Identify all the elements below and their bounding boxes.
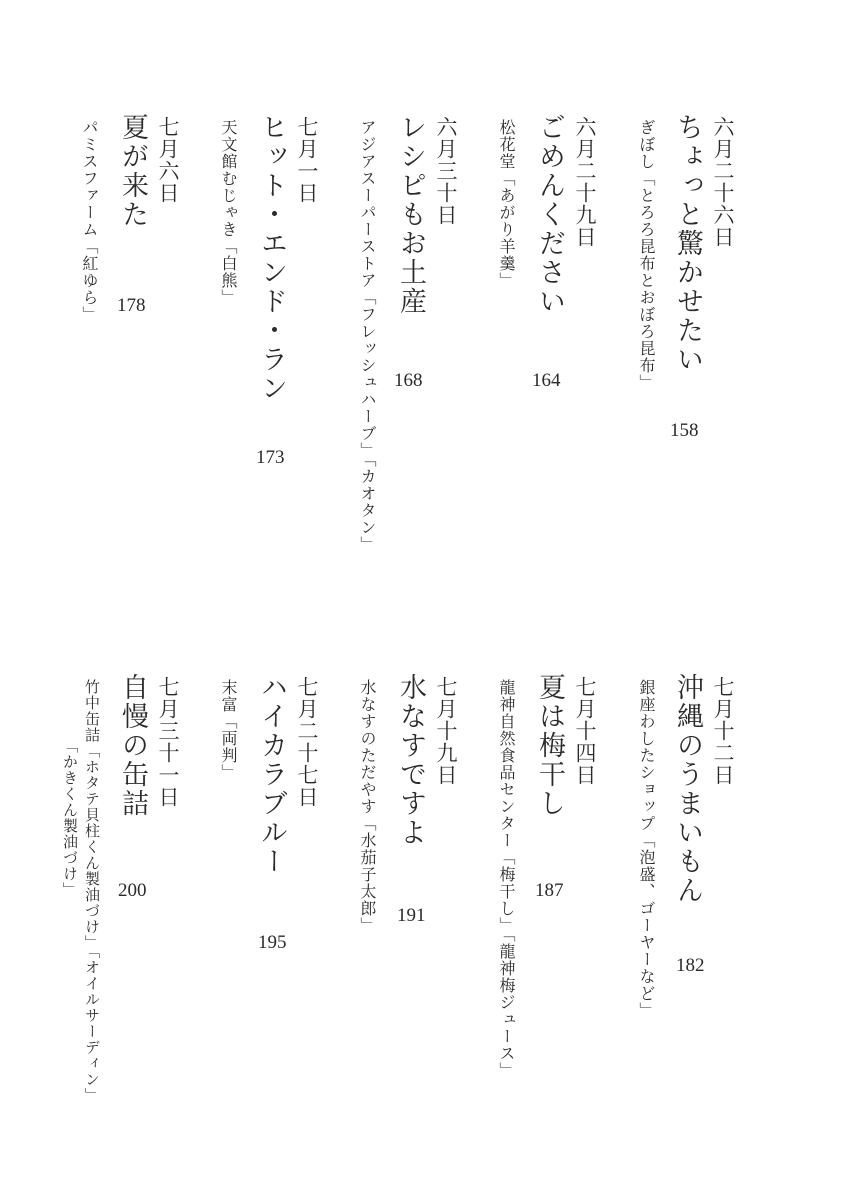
entry-shop: 龍神自然食品センター「梅干し」「龍神梅ジュース」 [497,679,516,1079]
entry-page-number: 158 [670,420,699,441]
entry-title: 水なすですよ [395,673,426,847]
entry-title: 沖縄のうまいもん [672,673,703,905]
entry-title: ヒット・エンド・ラン [256,113,287,403]
entry-page-number: 182 [676,955,705,976]
entry-date: 七月十九日 [434,676,458,786]
entry-date: 六月二十六日 [711,116,735,248]
entry-date: 七月二十七日 [295,676,319,808]
entry-date: 七月十二日 [711,676,735,786]
entry-shop: アジアスーパーストア「フレッシュハーブ」「カオタン」 [358,119,377,553]
entry-title: ごめんください [534,113,565,316]
entry-date: 七月十四日 [573,676,597,786]
entry-shop: 末富「両判」 [219,679,238,781]
entry-shop: 竹中缶詰「ホタテ貝柱くん製油づけ」「オイルサーディン」 [83,679,101,1104]
entry-date: 六月三十日 [434,116,458,226]
entry-title: ちょっと驚かせたい [672,113,703,374]
entry-page-number: 195 [258,932,287,953]
entry-page-number: 164 [532,370,561,391]
entry-page-number: 173 [256,447,285,468]
entry-date: 七月一日 [295,116,319,204]
entry-title: レシピもお土産 [395,113,426,316]
entry-page-number: 191 [397,905,426,926]
entry-shop: 松花堂「あがり羊羹」 [497,119,516,289]
entry-page-number: 178 [117,295,146,316]
entry-page-number: 200 [118,880,147,901]
entry-shop: 水なすのただやす「水茄子太郎」 [358,679,377,934]
entry-title: 夏は梅干し [534,673,565,818]
entry-page-number: 168 [394,370,423,391]
entry-date: 七月三十一日 [156,676,180,808]
entry-shop: 天文館むじゃき「白熊」 [219,119,238,306]
entry-title: ハイカラブルー [256,673,287,876]
entry-shop: パミスファーム「紅ゆら」 [80,119,99,323]
entry-date: 七月六日 [156,116,180,204]
entry-date: 六月二十九日 [573,116,597,248]
entry-shop-continued: 「かきくん製油づけ」 [61,738,79,898]
entry-page-number: 187 [535,880,564,901]
entry-shop: 銀座わしたショップ「泡盛、ゴーヤーなど」 [637,679,656,1019]
entry-shop: ぎぼし「とろろ昆布とおぼろ昆布」 [637,119,656,391]
entry-title: 夏が来た [117,113,148,229]
entry-title: 自慢の缶詰 [117,673,148,818]
